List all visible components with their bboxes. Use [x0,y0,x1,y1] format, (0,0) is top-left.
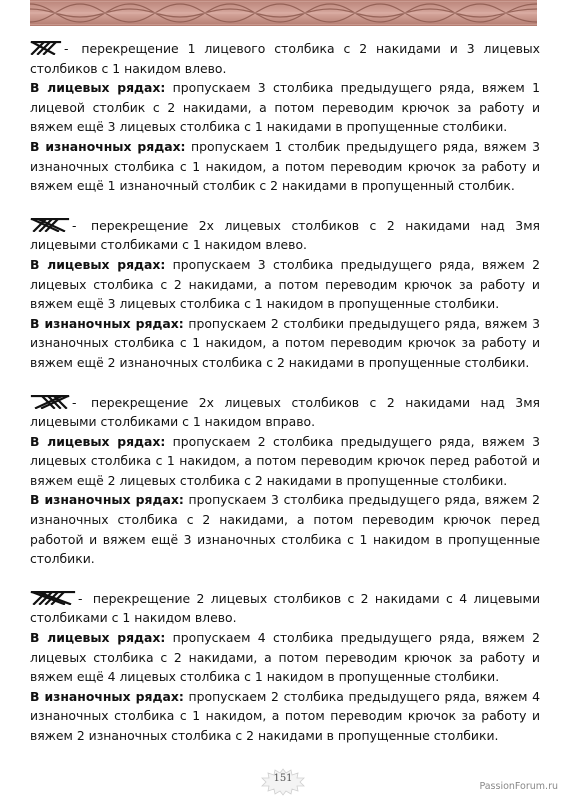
stitch-section-2 [30,216,540,373]
right-side-rows [30,255,540,314]
cable-cross-1-3-left-icon [30,41,62,55]
right-rows-label: В лицевых рядах: [30,630,166,646]
wrong-side-rows [30,490,540,568]
cable-cross-2-3-right-icon [30,395,70,409]
wrong-rows-text: пропускаем 1 столбик предыдущего ряда, вяжем 3 изнаночных столбика с 1 накидом, а потом переводим крючок за работу и вяжем ещё 1 изнаночный столбик с 2 накидами в пропущенный столбик. [30,138,540,194]
definition-text: перекрещение 2х лицевых столбиков с 2 накидами над 3мя лицевыми столбиками с 1 накидом влево. [30,217,540,253]
symbol-dash: - [72,394,77,410]
right-rows-text: пропускаем 3 столбика предыдущего ряда, вяжем 1 лицевой столбик с 2 накидами, а потом переводим крючок за работу и вяжем ещё 3 лицевых столбика с 1 накидами в пропущенные столбики. [30,80,540,135]
cable-cross-2-3-left-icon [30,218,70,232]
stitch-definition [30,589,540,628]
stitch-definition [30,216,540,255]
cable-banner-image [30,0,537,26]
wrong-rows-text: пропускаем 2 столбики предыдущего ряда, вяжем 3 изнаночных столбика с 1 накидом, а потом переводим крючок за работу и вяжем ещё 2 изнаночных столбика с 2 накидами в пропущенные столбики. [30,315,540,370]
wrong-rows-label: В изнаночных рядах: [30,138,186,154]
right-rows-text: пропускаем 3 столбика предыдущего ряда, вяжем 2 лицевых столбика с 2 накидами, а потом переводим крючок за работу и вяжем ещё 3 лицевых столбика с 1 накидом в пропущенные столбики. [30,256,540,312]
symbol-dash: - [78,590,83,606]
stitch-section-4 [30,589,540,746]
right-side-rows [30,628,540,687]
wrong-rows-label: В изнаночных рядах: [30,688,184,704]
definition-text: перекрещение 1 лицевого столбика с 2 накидами и 3 лицевых столбиков с 1 накидом влево. [30,41,540,76]
symbol-dash: - [72,217,77,233]
stitch-section-3 [30,393,540,569]
right-side-rows [30,432,540,491]
right-rows-label: В лицевых рядах: [30,256,166,272]
wrong-rows-label: В изнаночных рядах: [30,315,184,331]
symbol-dash: - [64,41,69,56]
right-rows-text: пропускаем 2 столбика предыдущего ряда, вяжем 3 лицевых столбика с 1 накидом, а потом переводим крючок перед работой и вяжем ещё 2 лицевых столбика с 2 накидами в пропущенные столбики. [30,433,540,488]
content [30,39,540,766]
wrong-side-rows [30,137,540,196]
definition-text: перекрещение 2 лицевых столбиков с 2 накидами с 4 лицевыми столбиками с 1 накидом влево. [30,590,540,626]
stitch-section-1 [30,39,540,196]
wrong-rows-text: пропускаем 3 столбика предыдущего ряда, вяжем 2 изнаночных столбика с 2 накидами, а потом переводим крючок перед работой и вяжем ещё 3 изнаночных столбика с 1 накидом в пропущенные столбики. [30,492,540,567]
right-rows-label: В лицевых рядах: [30,433,166,449]
wrong-rows-text: пропускаем 2 столбика предыдущего ряда, вяжем 4 изнаночных столбика с 1 накидом, а потом переводим крючок за работу и вяжем 2 изнаночных столбика с 2 накидами в пропущенные столбики. [30,688,540,743]
right-side-rows [30,78,540,137]
watermark: PassionForum.ru [479,781,558,792]
stitch-definition [30,39,540,78]
right-rows-label: В лицевых рядах: [30,80,166,96]
cable-cross-2-4-left-icon [30,591,76,605]
wrong-rows-label: В изнаночных рядах: [30,492,184,508]
page-number: 151 [273,773,293,784]
right-rows-text: пропускаем 4 столбика предыдущего ряда, вяжем 2 лицевых столбика с 2 накидами, а потом переводим крючок за работу и вяжем ещё 4 лицевых столбика с 1 накидом в пропущенные столбики. [30,630,540,685]
definition-text: перекрещение 2х лицевых столбиков с 2 накидами над 3мя лицевыми столбиками с 1 накидом вправо. [30,394,540,430]
wrong-side-rows [30,687,540,746]
stitch-definition [30,393,540,432]
wrong-side-rows [30,314,540,373]
